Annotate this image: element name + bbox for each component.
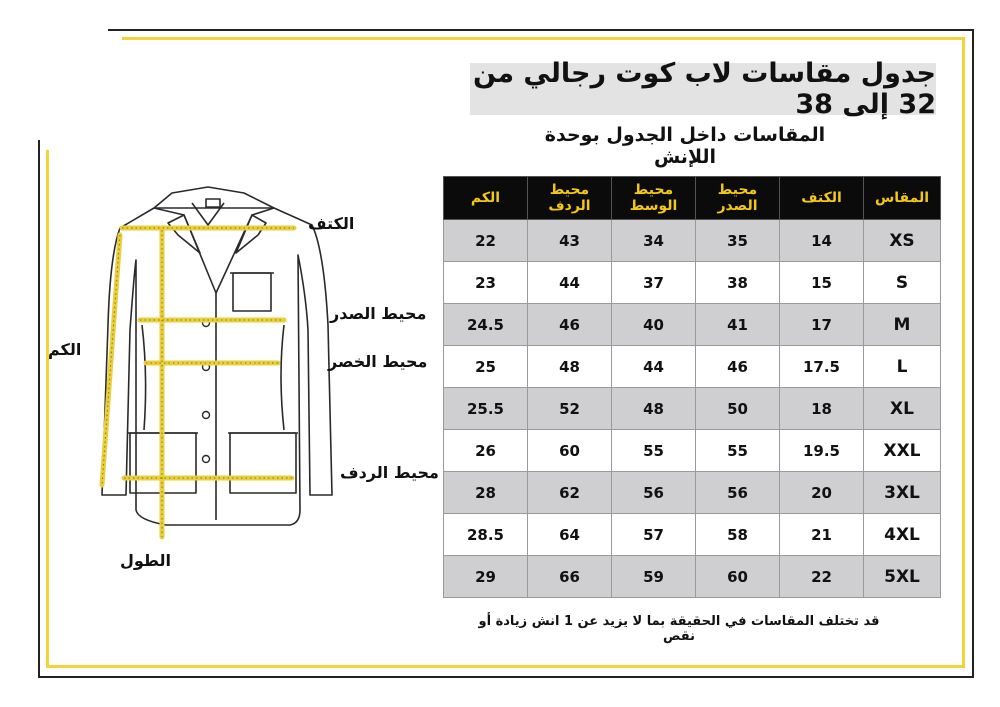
- sleeve-cell: 28: [444, 472, 528, 514]
- waist-cell: 56: [612, 472, 696, 514]
- table-row: [444, 388, 941, 430]
- frame-line: [38, 140, 40, 677]
- length-label: الطول: [120, 551, 171, 570]
- table-row: [444, 556, 941, 598]
- table-row: [444, 430, 941, 472]
- table-row: [444, 220, 941, 262]
- sleeve-cell: 25.5: [444, 388, 528, 430]
- chest-cell: 60: [696, 556, 780, 598]
- hip-cell: 43: [528, 220, 612, 262]
- sleeve-cell: 28.5: [444, 514, 528, 556]
- table-row: [444, 472, 941, 514]
- frame-line: [38, 676, 974, 678]
- frame-line: [972, 29, 974, 677]
- table-row: [444, 304, 941, 346]
- size-cell: 5XL: [864, 556, 941, 598]
- chest-cell: 41: [696, 304, 780, 346]
- column-header-size: المقاس: [864, 177, 941, 220]
- frame-accent-line: [122, 37, 964, 40]
- waist-cell: 57: [612, 514, 696, 556]
- waist-cell: 48: [612, 388, 696, 430]
- hip-cell: 64: [528, 514, 612, 556]
- sleeve-label: الكم: [48, 340, 82, 359]
- column-header-hip: محيط الردف: [528, 177, 612, 220]
- hip-cell: 62: [528, 472, 612, 514]
- chest-cell: 35: [696, 220, 780, 262]
- column-header-shoulder: الكتف: [780, 177, 864, 220]
- hip-cell: 48: [528, 346, 612, 388]
- table-row: [444, 346, 941, 388]
- hip-label: محيط الردف: [340, 463, 439, 482]
- shoulder-label: الكتف: [308, 214, 355, 233]
- column-header-chest: محيط الصدر: [696, 177, 780, 220]
- shoulder-cell: 18: [780, 388, 864, 430]
- tape-ticks: [102, 228, 294, 537]
- size-cell: 3XL: [864, 472, 941, 514]
- measurement-note: قد تختلف المقاسات في الحقيقة بما لا يزيد عن 1 انش زيادة أو نقص: [478, 614, 880, 644]
- shoulder-cell: 15: [780, 262, 864, 304]
- sleeve-cell: 26: [444, 430, 528, 472]
- waist-cell: 40: [612, 304, 696, 346]
- size-cell: M: [864, 304, 941, 346]
- frame-line: [108, 29, 974, 31]
- frame-accent-line: [962, 37, 965, 668]
- sleeve-cell: 25: [444, 346, 528, 388]
- shoulder-cell: 14: [780, 220, 864, 262]
- size-cell: L: [864, 346, 941, 388]
- shoulder-cell: 19.5: [780, 430, 864, 472]
- frame-accent-line: [46, 150, 49, 668]
- table-row: [444, 514, 941, 556]
- sleeve-cell: 22: [444, 220, 528, 262]
- column-header-sleeve: الكم: [444, 177, 528, 220]
- size-cell: XL: [864, 388, 941, 430]
- lab-coat-outline: [102, 187, 332, 525]
- measuring-tape: [102, 228, 294, 537]
- hip-cell: 60: [528, 430, 612, 472]
- hip-cell: 46: [528, 304, 612, 346]
- waist-cell: 37: [612, 262, 696, 304]
- chest-cell: 38: [696, 262, 780, 304]
- chest-cell: 50: [696, 388, 780, 430]
- size-cell: S: [864, 262, 941, 304]
- waist-cell: 34: [612, 220, 696, 262]
- table-header-row: [444, 177, 941, 220]
- chest-cell: 56: [696, 472, 780, 514]
- chest-cell: 46: [696, 346, 780, 388]
- shoulder-cell: 17.5: [780, 346, 864, 388]
- chest-cell: 55: [696, 430, 780, 472]
- hip-cell: 44: [528, 262, 612, 304]
- lab-coat-diagram: [88, 175, 343, 540]
- frame-accent-line: [46, 665, 965, 668]
- page-title: جدول مقاسات لاب كوت رجالي من 32 إلى 38: [470, 63, 936, 115]
- size-cell: 4XL: [864, 514, 941, 556]
- sleeve-cell: 23: [444, 262, 528, 304]
- chest-label: محيط الصدر: [330, 304, 427, 323]
- sleeve-cell: 29: [444, 556, 528, 598]
- shoulder-cell: 22: [780, 556, 864, 598]
- waist-cell: 55: [612, 430, 696, 472]
- waist-cell: 59: [612, 556, 696, 598]
- shoulder-cell: 17: [780, 304, 864, 346]
- size-cell: XS: [864, 220, 941, 262]
- page-subtitle: المقاسات داخل الجدول بوحدة اللإنش: [544, 124, 826, 168]
- coat-buttons: [203, 320, 210, 463]
- shoulder-cell: 21: [780, 514, 864, 556]
- size-cell: XXL: [864, 430, 941, 472]
- sleeve-cell: 24.5: [444, 304, 528, 346]
- column-header-waist: محيط الوسط: [612, 177, 696, 220]
- hip-cell: 52: [528, 388, 612, 430]
- hip-cell: 66: [528, 556, 612, 598]
- chest-cell: 58: [696, 514, 780, 556]
- size-table: [443, 176, 941, 598]
- waist-label: محيط الخصر: [328, 352, 428, 371]
- table-row: [444, 262, 941, 304]
- waist-cell: 44: [612, 346, 696, 388]
- shoulder-cell: 20: [780, 472, 864, 514]
